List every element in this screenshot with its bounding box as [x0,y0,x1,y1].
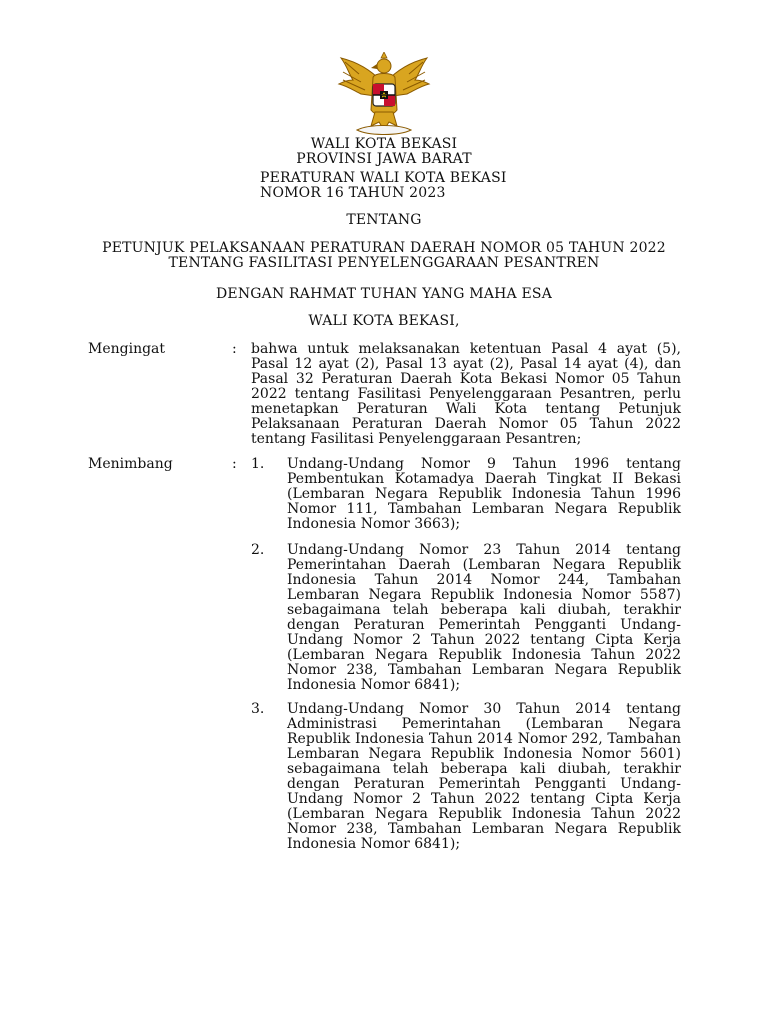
authority-heading: WALI KOTA BEKASI, [308,313,460,329]
mengingat-label: Mengingat [88,341,166,357]
mengingat-colon: : [232,341,237,357]
subject-line-2: TENTANG FASILITASI PENYELENGGARAAN PESANTREN [168,255,600,271]
subject-line-1: PETUNJUK PELAKSANAAN PERATURAN DAERAH NOMOR 05 TAHUN 2022 [102,240,666,256]
list-item-text: Undang-Undang Nomor 30 Tahun 2014 tentang Administrasi Pemerintahan (Lembaran Negara Republik Indonesia Tahun 2014 Nomor 292, Tambahan Lembaran Negara Republik Indonesia Nomor 5601) sebagaimana telah beberapa kali diubah, terakhir dengan Peraturan Pemerintah Pengganti Undang-Undang Nomor 2 Tahun 2022 tentang Cipta Kerja (Lembaran Negara Republik Indonesia Tahun 2022 Nomor 238, Tambahan Lembaran Negara Republik Indonesia Nomor 6841); [287,701,681,852]
invocation: DENGAN RAHMAT TUHAN YANG MAHA ESA [215,286,553,302]
menimbang-colon: : [232,456,237,472]
list-item-text: Undang-Undang Nomor 23 Tahun 2014 tentang Pemerintahan Daerah (Lembaran Negara Republik Indonesia Tahun 2014 Nomor 244, Tambahan Lembaran Negara Republik Indonesia Nomor 5587) sebagaimana telah beberapa kali diubah, terakhir dengan Peraturan Pemerintah Pengganti Undang-Undang Nomor 2 Tahun 2022 tentang Cipta Kerja (Lembaran Negara Republik Indonesia Tahun 2022 Nomor 238, Tambahan Lembaran Negara Republik Indonesia Nomor 6841); [287,542,681,693]
issuer-line-1: WALI KOTA BEKASI [310,136,458,152]
regulation-number: NOMOR 16 TAHUN 2023 [260,185,446,201]
mengingat-text: bahwa untuk melaksanakan ketentuan Pasal 4 ayat (5), Pasal 12 ayat (2), Pasal 13 ayat (2), Pasal 14 ayat (4), dan Pasal 32 Peraturan Daerah Kota Bekasi Nomor 05 Tahun 2022 tentang Fasilitasi Penyelenggaraan Pesantren, perlu menetapkan Peraturan Wali Kota tentang Petunjuk Pelaksanaan Peraturan Daerah Nomor 05 Tahun 2022 tentang Fasilitasi Penyelenggaraan Pesantren; [251,341,681,447]
list-item-number: 2. [251,542,265,558]
list-item-number: 3. [251,701,265,717]
list-item-number: 1. [251,456,265,472]
issuer-line-2: PROVINSI JAWA BARAT [296,151,472,167]
garuda-emblem-icon [335,52,433,138]
regulation-title: PERATURAN WALI KOTA BEKASI [260,170,507,186]
menimbang-label: Menimbang [88,456,173,472]
tentang-heading: TENTANG [346,212,422,228]
list-item-text: Undang-Undang Nomor 9 Tahun 1996 tentang Pembentukan Kotamadya Daerah Tingkat II Bekasi (Lembaran Negara Republik Indonesia Tahun 1996 Nomor 111, Tambahan Lembaran Negara Republik Indonesia Nomor 3663); [287,456,681,532]
